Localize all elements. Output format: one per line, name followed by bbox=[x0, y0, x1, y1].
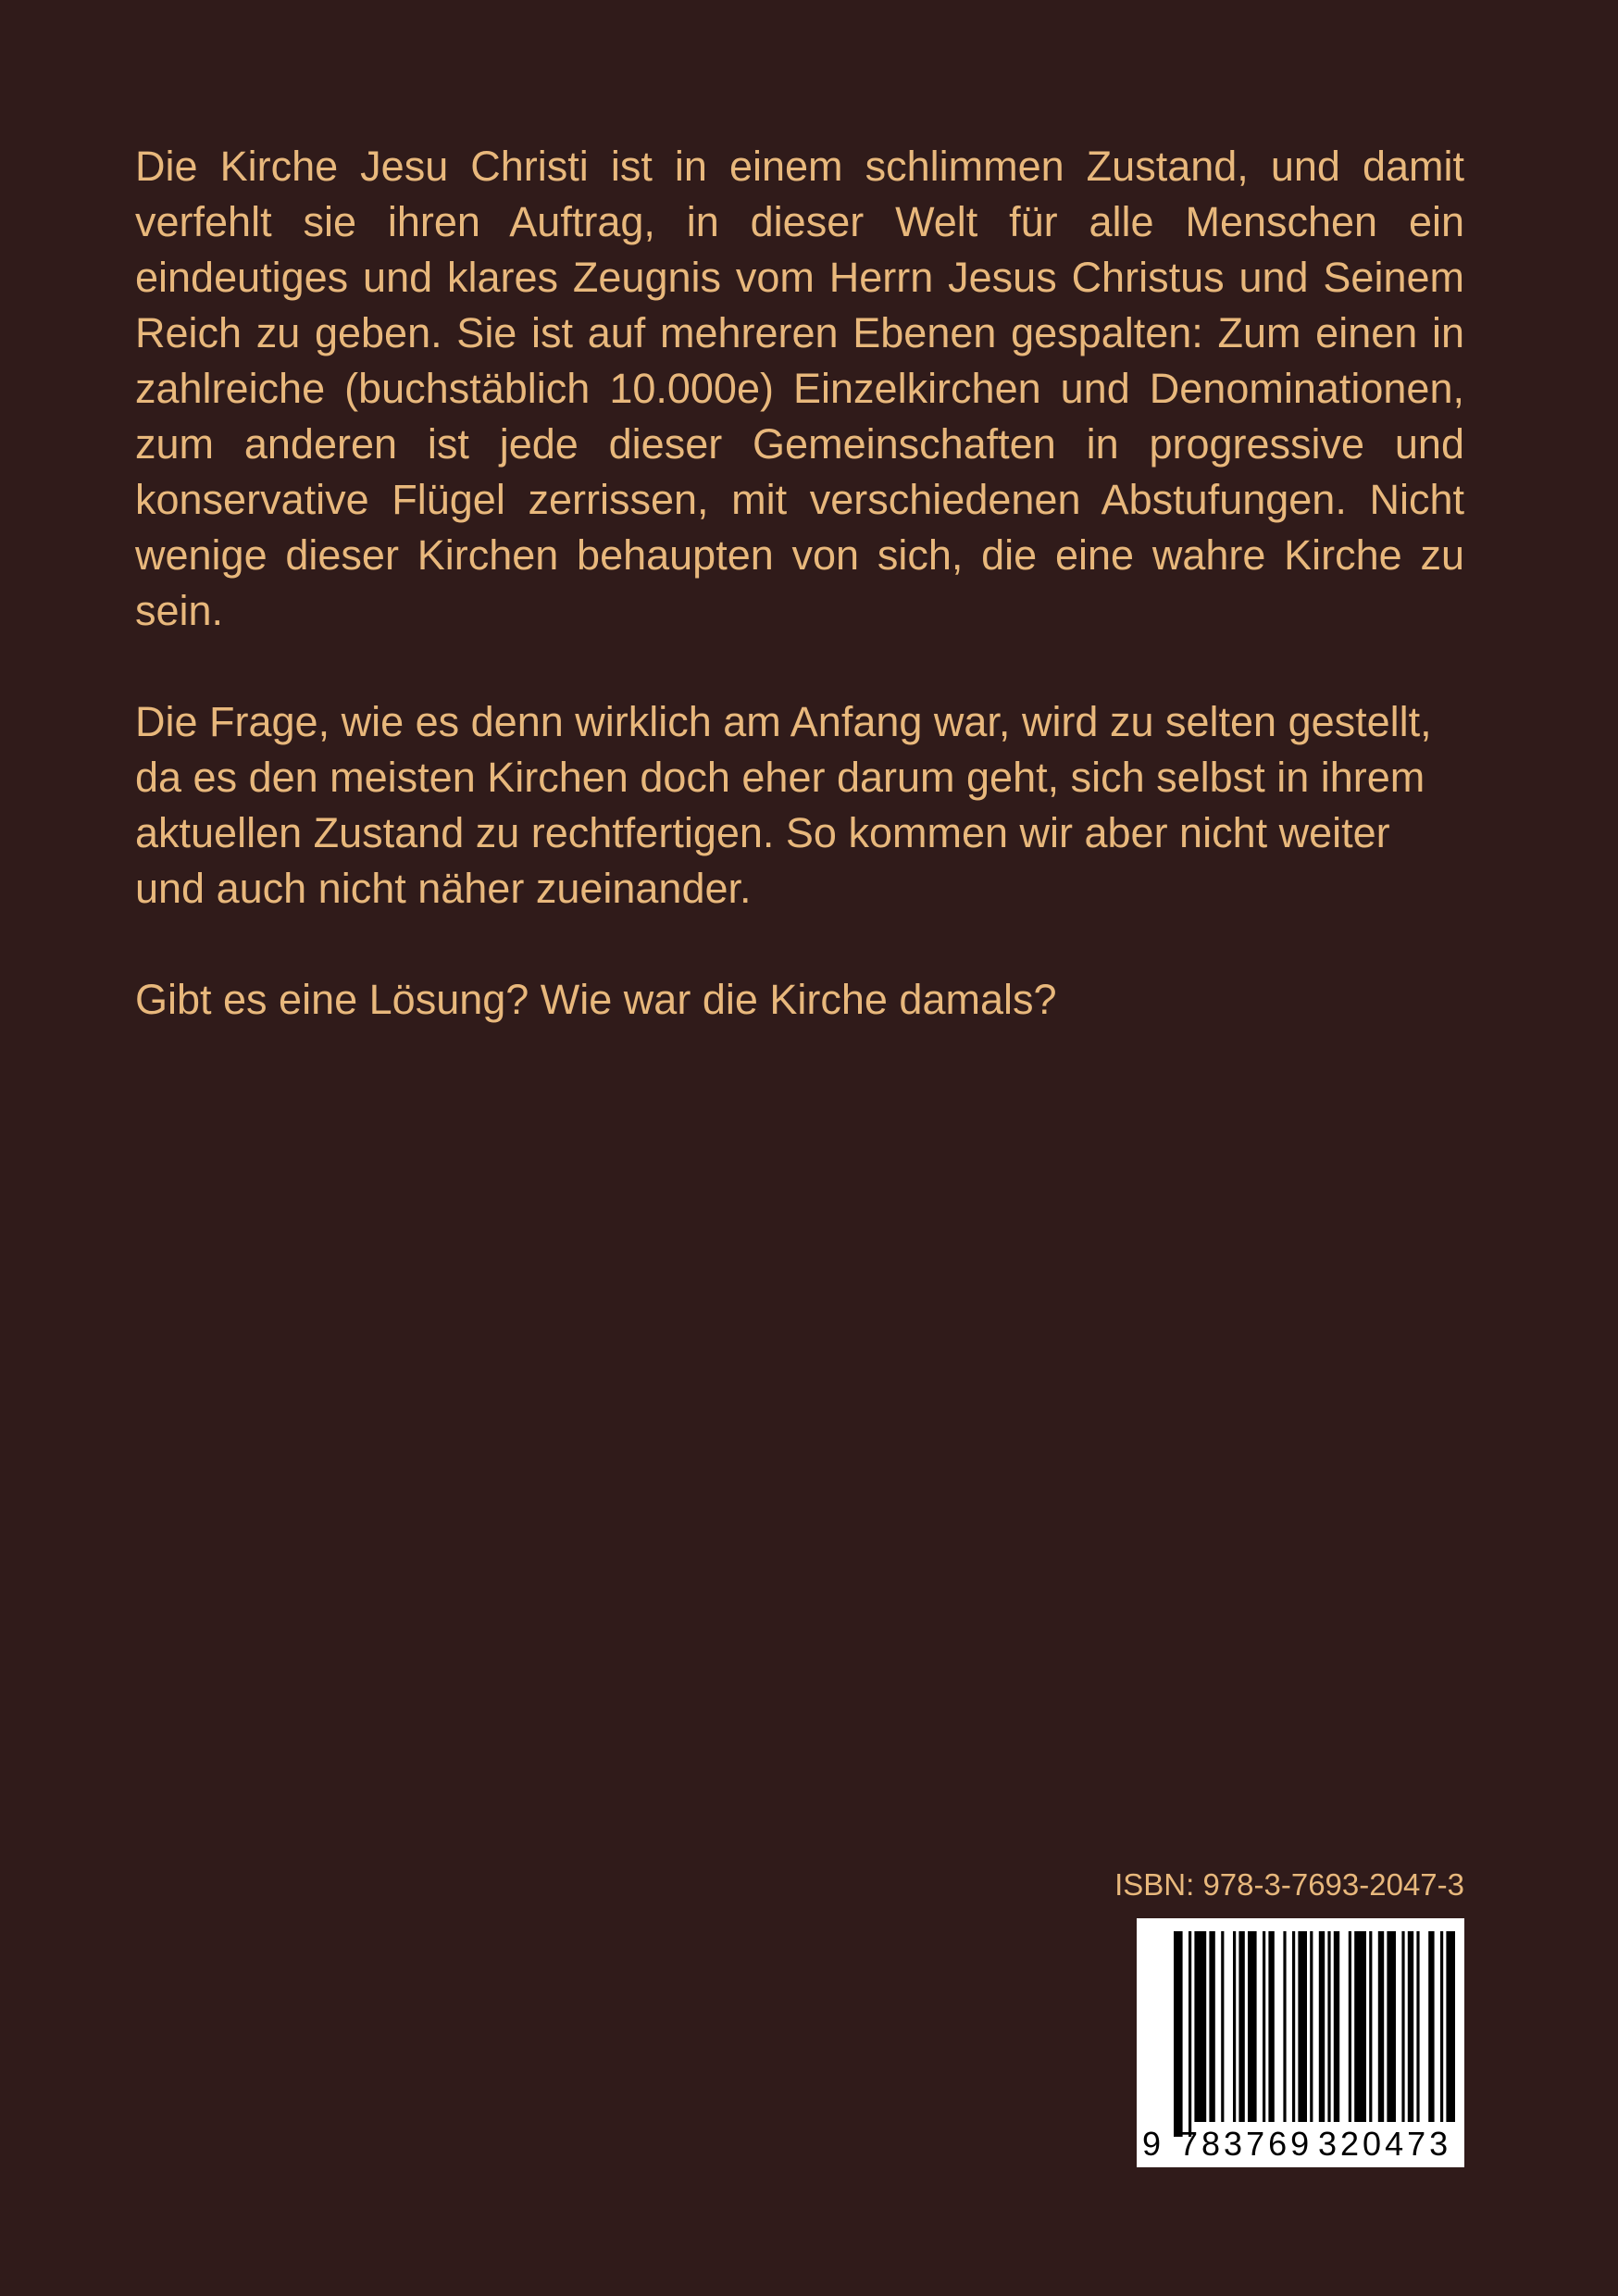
barcode-bar bbox=[1174, 1931, 1183, 2137]
barcode-bar bbox=[1349, 1931, 1351, 2122]
barcode-bar bbox=[1369, 1931, 1372, 2122]
barcode-bar bbox=[1327, 1931, 1330, 2122]
isbn-barcode bbox=[1137, 1918, 1464, 2167]
blurb-paragraph-1: Die Kirche Jesu Christi ist in einem schlimmen Zustand, und damit verfehlt sie ihren Auftrag, in dieser Welt für alle Menschen ein eindeutiges und klares Zeugnis vom Herrn Jesus Christus und Seinem Reich zu geben. Sie ist auf mehreren Ebenen gespalten: Zum einen in zahlreiche (buchstäblich 10.000e) Einzelkirchen und Denominationen, zum anderen ist jede dieser Gemeinschaften in progressive und konservative Flügel zerrissen, mit verschiedenen Abstufungen. Nicht wenige dieser Kirchen behaupten von sich, die eine wahre Kirche zu sein. bbox=[135, 143, 1464, 634]
barcode-digits-left-group: 783769 bbox=[1179, 2125, 1313, 2163]
barcode-bar bbox=[1334, 1931, 1339, 2122]
barcode-bar bbox=[1248, 1931, 1257, 2122]
barcode-bar bbox=[1238, 1931, 1244, 2122]
barcode-bar bbox=[1354, 1931, 1366, 2122]
barcode-bar bbox=[1263, 1931, 1265, 2122]
barcode-digits bbox=[1142, 2124, 1459, 2165]
isbn-label: ISBN: 978-3-7693-2047-3 bbox=[1114, 1867, 1464, 1902]
barcode-bar bbox=[1428, 1931, 1434, 2122]
barcode-bar bbox=[1440, 1931, 1443, 2122]
barcode-bar bbox=[1194, 1931, 1206, 2122]
barcode-bar bbox=[1292, 1931, 1295, 2122]
barcode-bar bbox=[1221, 1931, 1224, 2122]
barcode-bar bbox=[1387, 1931, 1396, 2122]
back-cover-blurb bbox=[135, 139, 1464, 1028]
barcode-bar bbox=[1268, 1931, 1274, 2122]
blurb-paragraph-3: Gibt es eine Lösung? Wie war die Kirche damals? bbox=[135, 976, 1057, 1023]
barcode-bar bbox=[1378, 1931, 1384, 2122]
barcode-bar bbox=[1283, 1931, 1286, 2122]
barcode-bar bbox=[1233, 1931, 1236, 2122]
barcode-bar bbox=[1408, 1931, 1413, 2122]
barcode-digit-first: 9 bbox=[1142, 2125, 1165, 2163]
barcode-bar bbox=[1416, 1931, 1419, 2122]
barcode-bar bbox=[1298, 1931, 1307, 2122]
barcode-bar bbox=[1310, 1931, 1313, 2122]
blurb-paragraph-2: Die Frage, wie es denn wirklich am Anfang war, wird zu selten gestellt, da es den meisten Kirchen doch eher darum geht, sich selbst in ihrem aktuellen Zustand zu rechtfertigen. So kommen wir aber nicht weiter und auch nicht näher zueinander. bbox=[135, 698, 1432, 912]
barcode-bar bbox=[1401, 1931, 1404, 2122]
barcode-bar bbox=[1189, 1931, 1191, 2137]
barcode-digits-right-group: 320473 bbox=[1318, 2125, 1452, 2163]
barcode-bar bbox=[1446, 1931, 1455, 2122]
barcode-bar bbox=[1319, 1931, 1325, 2122]
barcode-bar bbox=[1209, 1931, 1214, 2122]
